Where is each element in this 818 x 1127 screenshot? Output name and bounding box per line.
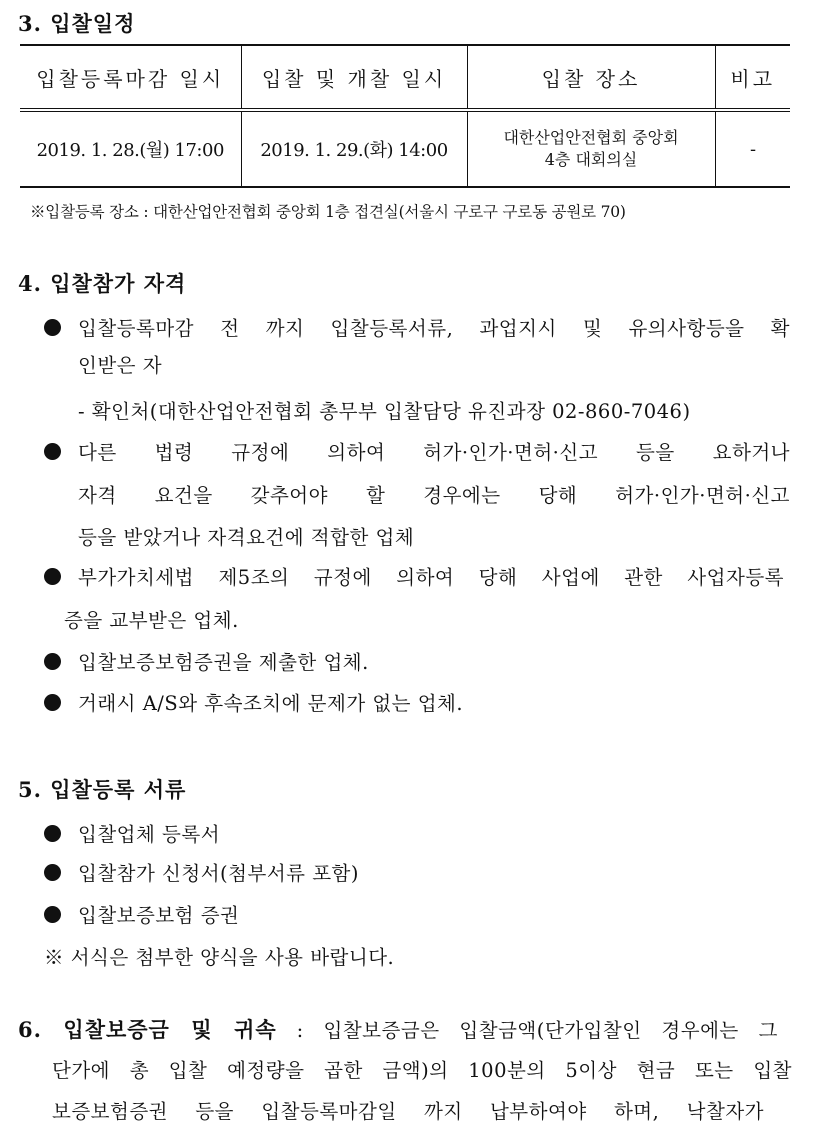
- section-4-heading: 4. 입찰참가 자격: [18, 271, 187, 296]
- bullet-icon: [44, 568, 61, 585]
- cell-registration-deadline: 2019. 1. 28.(월) 17:00: [20, 110, 241, 187]
- section-6-line-1: [18, 1014, 778, 1044]
- cell-bid-opening: 2019. 1. 29.(화) 14:00: [241, 110, 467, 187]
- header-bid-opening: 입찰 및 개찰 일시: [241, 45, 467, 110]
- qualification-2-line-2: 자격 요건을 갖추어야 할 경우에는 당해 허가·인가·면허·신고: [78, 484, 790, 507]
- bullet-icon: [44, 906, 61, 923]
- qualification-3-line-1: 부가가치세법 제5조의 규정에 의하여 당해 사업에 관한 사업자등록: [78, 566, 784, 589]
- document-3: 입찰보증보험 증권: [78, 904, 240, 927]
- registration-place-note: ※입찰등록 장소 : 대한산업안전협회 중앙회 1층 접견실(서울시 구로구 구로동 공원로 70): [30, 203, 626, 221]
- bullet-icon: [44, 319, 61, 336]
- qualification-5: 거래시 A/S와 후속조치에 문제가 없는 업체.: [78, 692, 464, 715]
- document-2: 입찰참가 신청서(첨부서류 포함): [78, 862, 359, 885]
- qualification-1-line-2: 인받은 자: [78, 354, 163, 377]
- header-registration-deadline: 입찰등록마감 일시: [20, 45, 241, 110]
- bullet-icon: [44, 694, 61, 711]
- place-line-2: 4층 대회의실: [544, 150, 638, 169]
- section-6-line-3: 보증보험증권 등을 입찰등록마감일 까지 납부하여야 하며, 낙찰자가: [52, 1100, 764, 1123]
- section-5-heading: 5. 입찰등록 서류: [18, 777, 187, 802]
- bid-schedule-table: [20, 44, 790, 188]
- qualification-1-line-1: 입찰등록마감 전 까지 입찰등록서류, 과업지시 및 유의사항등을 확: [78, 317, 790, 340]
- qualification-1-contact: - 확인처(대한산업안전협회 총무부 입찰담당 유진과장 02-860-7046): [78, 400, 691, 423]
- forms-note: ※ 서식은 첨부한 양식을 사용 바랍니다.: [44, 946, 395, 969]
- section-6-line-2: 단가에 총 입찰 예정량을 곱한 금액)의 100분의 5이상 현금 또는 입찰: [52, 1059, 792, 1082]
- section-6-intro: : 입찰보증금은 입찰금액(단가입찰인 경우에는 그: [276, 1019, 778, 1042]
- header-bid-place: 입찰 장소: [467, 45, 715, 110]
- table-header-row: [20, 45, 790, 110]
- bullet-icon: [44, 653, 61, 670]
- section-6-heading: 6. 입찰보증금 및 귀속: [18, 1017, 277, 1042]
- cell-bid-place: [467, 110, 715, 187]
- qualification-4: 입찰보증보험증권을 제출한 업체.: [78, 651, 369, 674]
- qualification-3-line-2: 증을 교부받은 업체.: [64, 609, 239, 632]
- section-3-heading: 3. 입찰일정: [18, 11, 136, 36]
- header-remarks: 비고: [715, 45, 790, 110]
- bullet-icon: [44, 825, 61, 842]
- document-1: 입찰업체 등록서: [78, 823, 221, 846]
- qualification-2-line-3: 등을 받았거나 자격요건에 적합한 업체: [78, 526, 415, 549]
- table-row: [20, 110, 790, 187]
- bullet-icon: [44, 864, 61, 881]
- cell-remarks: -: [715, 110, 790, 187]
- bullet-icon: [44, 443, 61, 460]
- qualification-2-line-1: 다른 법령 규정에 의하여 허가·인가·면허·신고 등을 요하거나: [78, 441, 790, 464]
- place-line-1: 대한산업안전협회 중앙회: [503, 128, 679, 147]
